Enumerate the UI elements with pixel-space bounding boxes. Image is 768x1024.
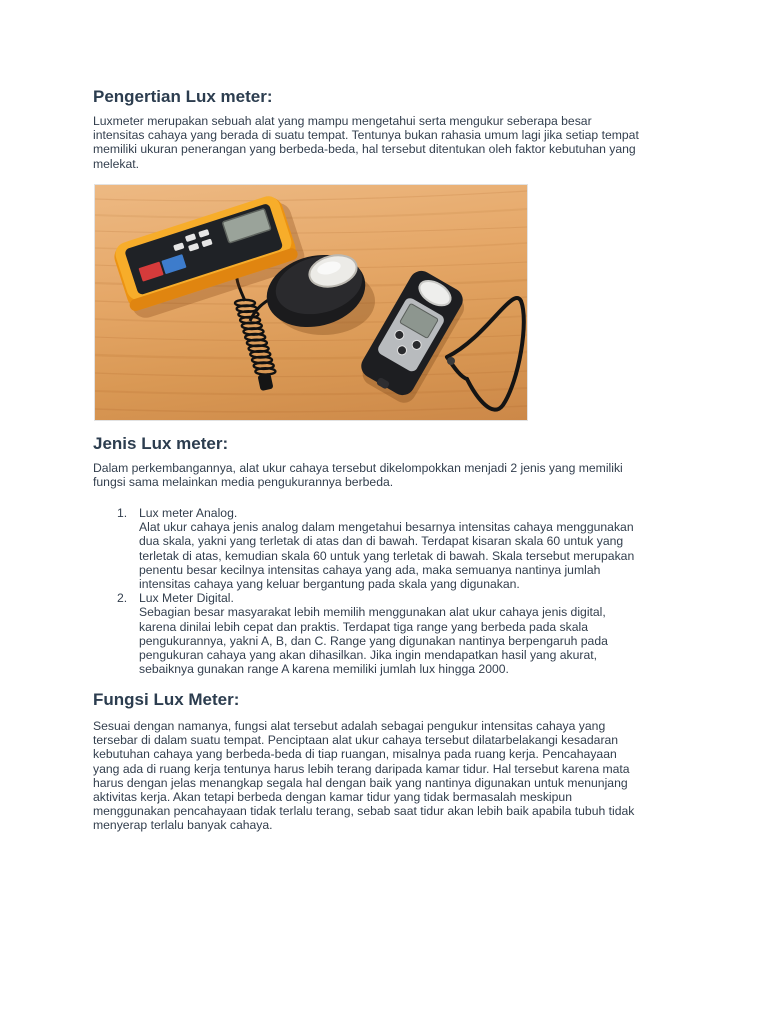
paragraph-line: menggunakan pencahayaan tidak terlalu terang, sebab saat tidur akan lebih baik apabila tubuh tidak [93,804,635,819]
lanyard-bead [447,357,455,365]
intro-paragraph [93,114,639,171]
section-heading-pengertian: Pengertian Lux meter: [93,87,273,106]
paragraph-line: harus dengan jelas menangkap segala hal dengan baik yang nantinya digunakan untuk menunjang [93,775,628,790]
types-list [117,506,634,676]
wood-grain-line [95,388,527,394]
wood-grain-line [95,352,527,358]
list-item-line: pengukuran cahaya yang akan dihasilkan. Jika ingin mendapatkan hasil yang akurat, [139,648,598,663]
list-item-line: karena dinilai lebih cepat dan praktis. Terdapat tiga range yang berbeda pada skala [139,619,588,634]
section-heading-fungsi: Fungsi Lux Meter: [93,690,240,709]
paragraph-line: intensitas cahaya yang berada di suatu tempat. Tentunya bukan rahasia umum lagi jika setiap tempat [93,128,639,143]
list-item-line: Alat ukur cahaya jenis analog dalam mengetahui besarnya intensitas cahaya menggunakan [139,520,634,535]
paragraph-line: Luxmeter merupakan sebuah alat yang mampu mengetahui serta mengukur seberapa besar [93,114,592,128]
list-item-body [139,591,608,676]
function-paragraph [93,719,634,833]
list-item-line: Sebagian besar masyarakat lebih memilih menggunakan alat ukur cahaya jenis digital, [139,605,606,620]
list-item-line: dua skala, yakni yang terletak di atas dan di bawah. Terdapat kisaran skala 60 untuk yang [139,534,624,549]
wood-grain-line [95,209,527,218]
section-heading-jenis: Jenis Lux meter: [93,434,229,453]
list-item-line: sebaiknya gunakan range A karena memiliki jumlah lux hingga 2000. [139,662,509,677]
list-number: 1. [117,506,128,520]
list-item-body [139,506,634,591]
list-item-line: pengukurannya, yakni A, B, dan C. Range yang digunakan nantinya berpengaruh pada [139,633,608,648]
lux-meter-photo-drawing [95,185,527,420]
list-number: 2. [117,591,128,606]
list-item [117,506,634,591]
types-paragraph [93,461,623,489]
wood-grain-line [95,335,527,341]
paragraph-line: melekat. [93,156,140,171]
wood-grain-line [95,191,527,201]
paragraph-line: yang ada di ruang kerja tentunya harus lebih terang daripada kamar tidur. Hal tersebut karena mata [93,761,630,776]
paragraph-line: menyerap terlalu banyak cahaya. [93,818,273,833]
list-item [117,591,634,676]
list-item-title: Lux meter Analog. [139,506,238,520]
paragraph-line: Sesuai dengan namanya, fungsi alat tersebut adalah sebagai pengukur intensitas cahaya yang [93,719,606,733]
digital-lux-meter [354,267,472,408]
coil-loop [255,368,275,374]
list-item-title: Lux Meter Digital. [139,591,234,606]
paragraph-line: tersebar di dalam suatu tempat. Penciptaan alat ukur cahaya tersebut dilatarbelakangi kesadaran [93,733,619,748]
list-item-line: intensitas cahaya yang keluar bergantung pada skala yang digunakan. [139,577,520,592]
cable-plug [257,373,273,391]
lux-meter-photo [95,185,527,420]
paragraph-line: Dalam perkembangannya, alat ukur cahaya tersebut dikelompokkan menjadi 2 jenis yang memiliki [93,461,623,475]
paragraph-line: fungsi sama melainkan media pengukurannya berbeda. [93,475,394,490]
paragraph-line: memiliki ukuran penerangan yang berbeda-beda, hal tersebut ditentukan oleh faktor kebutuhan yang [93,142,636,157]
paragraph-line: kebutuhan cahaya yang berbeda-beda di tiap ruangan, misalnya pada ruang kerja. Pencahayaan [93,747,617,762]
list-item-line: penentu besar kecilnya intensitas cahaya yang ada, maka semuanya nantinya jumlah [139,562,601,577]
wood-grain-line [95,406,527,412]
paragraph-line: aktivitas kerja. Akan tetapi berbeda dengan kamar tidur yang tidak bermasalah meskipun [93,790,572,805]
list-item-line: terletak di atas, kemudian skala 60 untuk yang terletak di bawah. Skala tersebut merupakan [139,548,635,563]
